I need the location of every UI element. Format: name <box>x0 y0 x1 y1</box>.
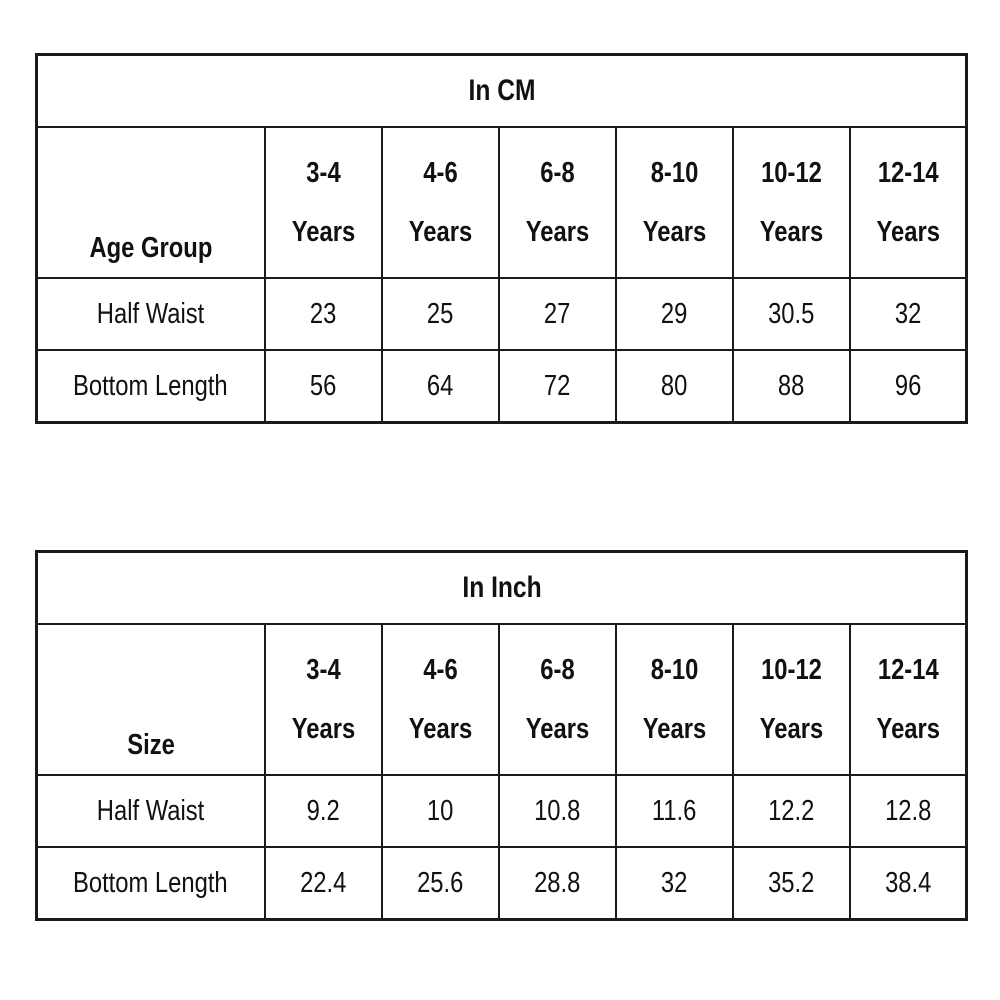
table-row <box>37 775 967 847</box>
cell-value: 25 <box>426 297 454 330</box>
table-title-row <box>37 55 967 128</box>
row-label-text: Bottom Length <box>73 369 229 402</box>
table-title-row <box>37 552 967 625</box>
column-header <box>733 127 850 278</box>
column-header <box>499 624 616 775</box>
age-range-label: 8-10 <box>650 653 698 686</box>
cell-value: 32 <box>660 866 688 899</box>
table-row <box>37 847 967 920</box>
table-cell <box>499 278 616 350</box>
table-cell <box>850 350 967 423</box>
row-label <box>37 775 265 847</box>
size-chart-table-inch <box>35 550 968 921</box>
cell-value: 80 <box>660 369 688 402</box>
age-range-label: 12-14 <box>877 156 939 189</box>
age-range-label: 8-10 <box>650 156 698 189</box>
table-header-row <box>37 624 967 775</box>
table-cell <box>265 847 382 920</box>
table-cell <box>850 775 967 847</box>
age-range-label: 6-8 <box>539 156 575 189</box>
row-label-header-text: Size <box>126 729 175 761</box>
table-cell <box>616 847 733 920</box>
age-unit-label: Years <box>408 712 472 745</box>
table-cell <box>265 278 382 350</box>
cell-value: 25.6 <box>416 866 464 899</box>
row-label-text: Bottom Length <box>73 866 229 899</box>
age-range-label: 6-8 <box>539 653 575 686</box>
column-header <box>382 624 499 775</box>
age-range-label: 4-6 <box>422 653 458 686</box>
table-cell <box>382 350 499 423</box>
table-cell <box>382 278 499 350</box>
cell-value: 64 <box>426 369 454 402</box>
cell-value: 10 <box>426 794 454 827</box>
cell-value: 38.4 <box>884 866 931 899</box>
age-unit-label: Years <box>291 215 355 248</box>
row-label <box>37 278 265 350</box>
cell-value: 56 <box>309 369 337 402</box>
column-header <box>616 127 733 278</box>
table-cell <box>733 775 850 847</box>
row-label-text: Half Waist <box>97 297 205 330</box>
row-label-header-text: Age Group <box>89 232 213 264</box>
cell-value: 9.2 <box>306 794 340 827</box>
cell-value: 11.6 <box>651 794 697 827</box>
cell-value: 28.8 <box>533 866 581 899</box>
cell-value: 35.2 <box>767 866 815 899</box>
row-label <box>37 350 265 423</box>
age-unit-label: Years <box>291 712 355 745</box>
table-cell <box>499 847 616 920</box>
cell-value: 27 <box>543 297 571 330</box>
cell-value: 22.4 <box>299 866 347 899</box>
table-header-row <box>37 127 967 278</box>
age-range-label: 3-4 <box>305 156 341 189</box>
table-cell <box>616 775 733 847</box>
column-header <box>850 127 967 278</box>
table-row <box>37 278 967 350</box>
column-header <box>616 624 733 775</box>
column-header <box>382 127 499 278</box>
age-unit-label: Years <box>876 215 940 248</box>
table-cell <box>265 775 382 847</box>
cell-value: 10.8 <box>533 794 581 827</box>
cell-value: 72 <box>543 369 571 402</box>
cell-value: 30.5 <box>767 297 815 330</box>
age-unit-label: Years <box>525 712 589 745</box>
row-label-header <box>37 624 265 775</box>
cell-value: 96 <box>894 369 921 402</box>
table-row <box>37 350 967 423</box>
size-chart-table-cm <box>35 53 968 424</box>
table-cell <box>382 775 499 847</box>
age-range-label: 10-12 <box>760 156 822 189</box>
table-cell <box>850 847 967 920</box>
column-header <box>733 624 850 775</box>
age-unit-label: Years <box>759 215 823 248</box>
age-range-label: 12-14 <box>877 653 939 686</box>
table-cell <box>382 847 499 920</box>
table-title: In CM <box>120 55 883 128</box>
table-cell <box>733 278 850 350</box>
table-cell <box>733 350 850 423</box>
cell-value: 29 <box>660 297 688 330</box>
table-cell <box>499 775 616 847</box>
table-cell <box>616 278 733 350</box>
age-unit-label: Years <box>642 215 706 248</box>
column-header <box>850 624 967 775</box>
column-header <box>265 127 382 278</box>
cell-value: 23 <box>309 297 337 330</box>
column-header <box>499 127 616 278</box>
row-label <box>37 847 265 920</box>
cell-value: 88 <box>777 369 805 402</box>
table-cell <box>733 847 850 920</box>
row-label-text: Half Waist <box>97 794 205 827</box>
age-unit-label: Years <box>408 215 472 248</box>
column-header <box>265 624 382 775</box>
table-cell <box>265 350 382 423</box>
age-unit-label: Years <box>876 712 940 745</box>
age-range-label: 3-4 <box>305 653 341 686</box>
age-unit-label: Years <box>642 712 706 745</box>
age-unit-label: Years <box>759 712 823 745</box>
row-label-header <box>37 127 265 278</box>
cell-value: 32 <box>894 297 921 330</box>
age-range-label: 10-12 <box>760 653 822 686</box>
table-cell <box>616 350 733 423</box>
cell-value: 12.8 <box>884 794 931 827</box>
table-cell <box>850 278 967 350</box>
table-cell <box>499 350 616 423</box>
age-unit-label: Years <box>525 215 589 248</box>
cell-value: 12.2 <box>767 794 815 827</box>
table-title: In Inch <box>120 552 883 625</box>
age-range-label: 4-6 <box>422 156 458 189</box>
